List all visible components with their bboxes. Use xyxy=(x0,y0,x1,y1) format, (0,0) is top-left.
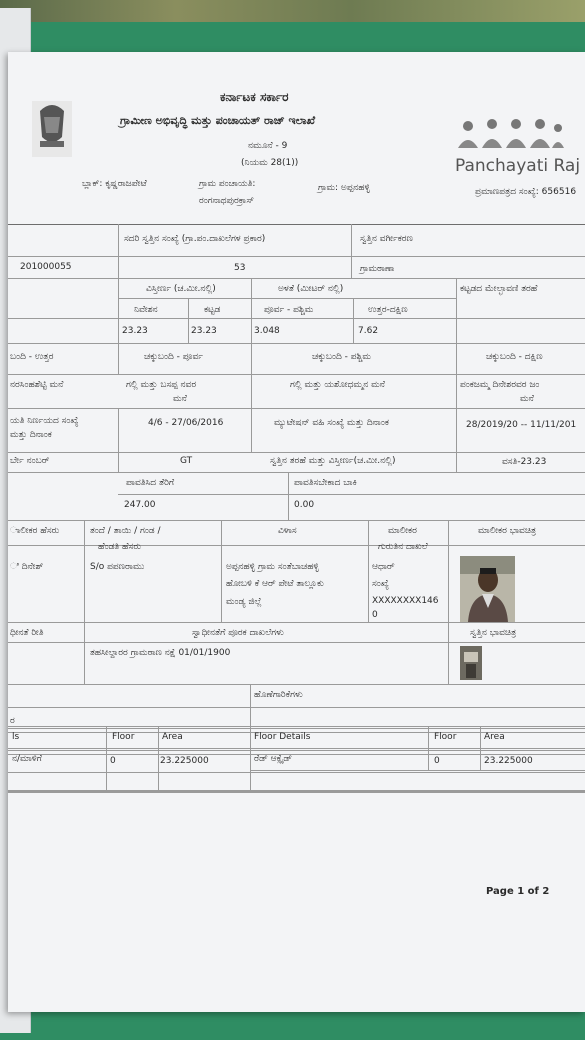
relation-header-line1: ತಂದೆ / ತಾಯಿ / ಗಂಡ / xyxy=(90,526,161,536)
floor-right-floor-header: Floor xyxy=(434,732,457,742)
paid-tax: 247.00 xyxy=(124,500,156,510)
certificate-number: ಪ್ರಮಾಣಪತ್ರದ ಸಂಖ್ಯೆ: 656516 xyxy=(475,187,577,197)
relation-header-line2: ಹೆಂಡತಿ ಹೆಸರು xyxy=(98,542,141,552)
id-header-line1: ಮಾಲೀಕರ xyxy=(388,526,417,536)
property-id: 201000055 xyxy=(20,262,72,272)
north-boundary-header: ಬಂದಿ - ಉತ್ತರ xyxy=(10,352,54,362)
west-boundary: ಗಲ್ಲಿ ಮತ್ತು ಯಶೋಧಮ್ಮನ ಮನೆ xyxy=(290,380,386,390)
east-boundary-header: ಚಕ್ಕುಬಂದಿ - ಪೂರ್ವ xyxy=(144,352,203,362)
resolution-header-line2: ಮತ್ತು ದಿನಾಂಕ xyxy=(10,430,52,440)
floor-right-details: ರೆಡ್ ಆಕ್ಸೈಡ್ xyxy=(254,754,293,764)
acquisition-docs: ತಹಸೀಲ್ದಾರರ ಗ್ರಾಮಠಾಣ ನಕ್ಷೆ 01/01/1900 xyxy=(90,648,231,658)
address-header: ವಿಳಾಸ xyxy=(278,526,297,536)
due-tax-header: ಪಾವತಿಸಬೇಕಾದ ಬಾಕಿ xyxy=(294,478,357,488)
owner-name-header: ಾಲೀಕರ ಹೆಸರು xyxy=(10,526,60,536)
rule-number: (ನಿಯಮ 28(1)) xyxy=(241,158,299,168)
paid-tax-header: ಪಾವತಿಸಿದ ತೆರಿಗೆ xyxy=(126,478,175,488)
floor-left-area-header: Area xyxy=(162,732,183,742)
building-header: ಕಟ್ಟಡ xyxy=(204,305,221,315)
address-line2: ಹೋಬಳಿ ಕೆ ಆರ್ ಪೇಟೆ ತಾಲ್ಲೂಕು xyxy=(226,579,324,589)
panchayati-raj-logo xyxy=(456,118,566,158)
floor-left-floor-header: Floor xyxy=(112,732,135,742)
panchayati-raj-text: Panchayati Raj xyxy=(455,156,581,176)
floor-left-floor: 0 xyxy=(110,756,116,766)
north-south-header: ಉತ್ತರ-ದಕ್ಷಿಣ xyxy=(368,305,408,315)
id-number-suffix: 0 xyxy=(372,610,378,620)
state-emblem-logo xyxy=(28,97,76,161)
south-boundary-header: ಚಕ್ಕುಬಂದಿ - ದಕ್ಷಿಣ xyxy=(486,352,543,362)
property-number-header: ಸದರಿ ಸ್ವತ್ತಿನ ಸಂಖ್ಯೆ (ಗ್ರಾ.ಪಂ.ದಾಖಲೆಗಳ ಪ್ರಕಾರ) xyxy=(124,234,266,244)
building-area: 23.23 xyxy=(191,326,217,336)
header-department: ಗ್ರಾಮೀಣ ಅಭಿವೃದ್ಧಿ ಮತ್ತು ಪಂಚಾಯತ್ ರಾಜ್ ಇಲಾಖೆ xyxy=(120,114,316,127)
property-photo xyxy=(460,646,482,680)
acquisition-method-header: ಧೀನತೆ ರೀತಿ xyxy=(10,628,44,638)
owner-relation: S/o ಪಪಣರಾಮು xyxy=(90,562,145,572)
classification-header: ಸ್ವತ್ತಿನ ವರ್ಗೀಕರಣ xyxy=(360,234,413,244)
resolution-value: 4/6 - 27/06/2016 xyxy=(148,418,224,428)
floor-left-area: 23.225000 xyxy=(160,756,209,766)
due-tax: 0.00 xyxy=(294,500,315,510)
mutation-value: 28/2019/20 -- 11/11/201 xyxy=(466,420,577,430)
document-page xyxy=(8,52,585,1012)
liabilities-header: ಹೊಣೆಗಾರಿಕೆಗಳು xyxy=(254,690,303,700)
owner-photo-header: ಮಾಲೀಕರ ಭಾವಚಿತ್ರ xyxy=(478,526,537,536)
address-line3: ಮಂಡ್ಯ ಜಿಲ್ಲೆ xyxy=(226,597,262,607)
owner-photo xyxy=(460,556,515,622)
dimensions-header: ಅಳತೆ (ಮೀಟರ್ ನಲ್ಲಿ) xyxy=(278,284,344,294)
east-west-header: ಪೂರ್ವ - ಪಶ್ಚಿಮ xyxy=(264,305,314,315)
gp-name: ರಂಗನಾಥಪುರಕ್ರಾಸ್ xyxy=(199,196,255,206)
village-name: ಗ್ರಾಮ: ಅಪ್ಪನಹಳ್ಳಿ xyxy=(318,183,371,193)
floor-right-floor: 0 xyxy=(434,756,440,766)
gp-label: ಗ್ರಾಮ ಪಂಚಾಯತಿ: xyxy=(199,179,256,189)
east-boundary-line2: ಮನೆ xyxy=(173,394,187,404)
floor-right-area: 23.225000 xyxy=(484,756,533,766)
property-classification: ಗ್ರಾಮಠಾಣಾ xyxy=(360,264,395,274)
door-number: GT xyxy=(180,456,193,466)
table-border-top xyxy=(8,224,585,225)
id-number: XXXXXXXX146 xyxy=(372,596,439,606)
property-photo-header: ಸ್ವತ್ತಿನ ಭಾವಚಿತ್ರ xyxy=(470,628,517,638)
page-number: Page 1 of 2 xyxy=(486,886,550,897)
mutation-header: ಮ್ಯುಟೇಷನ್ ವಹಿ ಸಂಖ್ಯೆ ಮತ್ತು ದಿನಾಂಕ xyxy=(274,418,389,428)
floor-left-header: ls xyxy=(12,732,20,742)
area-header: ವಿಸ್ತೀರ್ಣ (ಚ.ಮೀ.ನಲ್ಲಿ) xyxy=(146,284,216,294)
header-state: ಕರ್ನಾಟಕ ಸರ್ಕಾರ xyxy=(220,90,289,104)
west-boundary-header: ಚಕ್ಕುಬಂದಿ - ಪಶ್ಚಿಮ xyxy=(312,352,371,362)
id-label: ಸಂಖ್ಯೆ xyxy=(372,579,389,589)
east-boundary-line1: ಗಲ್ಲಿ ಮತ್ತು ಬಸಪ್ಪ ನವರ xyxy=(126,380,197,390)
door-number-header: ರ್ಬೇ ನಂಬರ್ xyxy=(10,456,50,466)
type-area-header: ಸ್ವತ್ತಿನ ತರಹೆ ಮತ್ತು ವಿಸ್ತೀರ್ಣ(ಚ.ಮೀ.ನಲ್ಲಿ) xyxy=(270,456,396,466)
floor-details-header: Floor Details xyxy=(254,732,311,742)
east-west-value: 3.048 xyxy=(254,326,280,336)
site-area: 23.23 xyxy=(122,326,148,336)
id-header-line2: ಗುರುತಿನ ದಾಖಲೆ xyxy=(378,542,428,552)
liabilities-side-mark: ರ xyxy=(10,716,15,726)
block-name: ಬ್ಲಾಕ್: ಕೃಷ್ಣರಾಜಪೇಟೆ xyxy=(82,179,147,189)
acquisition-docs-header: ಸ್ವಾಧೀನತೆಗೆ ಪೂರಕ ದಾಖಲೆಗಳು xyxy=(192,628,284,638)
floor-left-label: ನ/ಮಾಳಿಗೆ xyxy=(12,754,42,764)
type-area-value: ವಸತಿ-23.23 xyxy=(502,457,547,467)
resolution-header-line1: ಯತಿ ನಿರ್ಣಯದ ಸಂಖ್ಯೆ xyxy=(10,416,79,426)
north-south-value: 7.62 xyxy=(358,326,379,336)
floor-right-area-header: Area xyxy=(484,732,505,742)
site-header: ನಿವೇಶನ xyxy=(134,305,158,315)
property-number: 53 xyxy=(234,263,246,273)
south-boundary-line2: ಮನೆ xyxy=(520,394,534,404)
address-line1: ಅಪ್ಪನಹಳ್ಳಿ ಗ್ರಾಮ ಸಂತೆಬಾಚಹಳ್ಳಿ xyxy=(226,562,319,572)
background-cloth xyxy=(0,0,585,22)
owner-name: ಿ ದಿನೇಶ್ xyxy=(10,562,44,572)
id-type: ಆಧಾರ್ xyxy=(372,562,395,572)
north-boundary: ನರಸಿಂಹಶೆಟ್ಟಿ ಮನೆ xyxy=(10,380,64,390)
roof-type-header: ಕಟ್ಟಡದ ಮೇಲ್ಛಾವಣಿ ತರಹೆ xyxy=(460,284,538,294)
form-number: ನಮೂನೆ - 9 xyxy=(248,141,288,151)
south-boundary-line1: ಪಂಕಜಮ್ಮ ದಿನೇಶರವರ ಜಂ xyxy=(460,380,540,390)
